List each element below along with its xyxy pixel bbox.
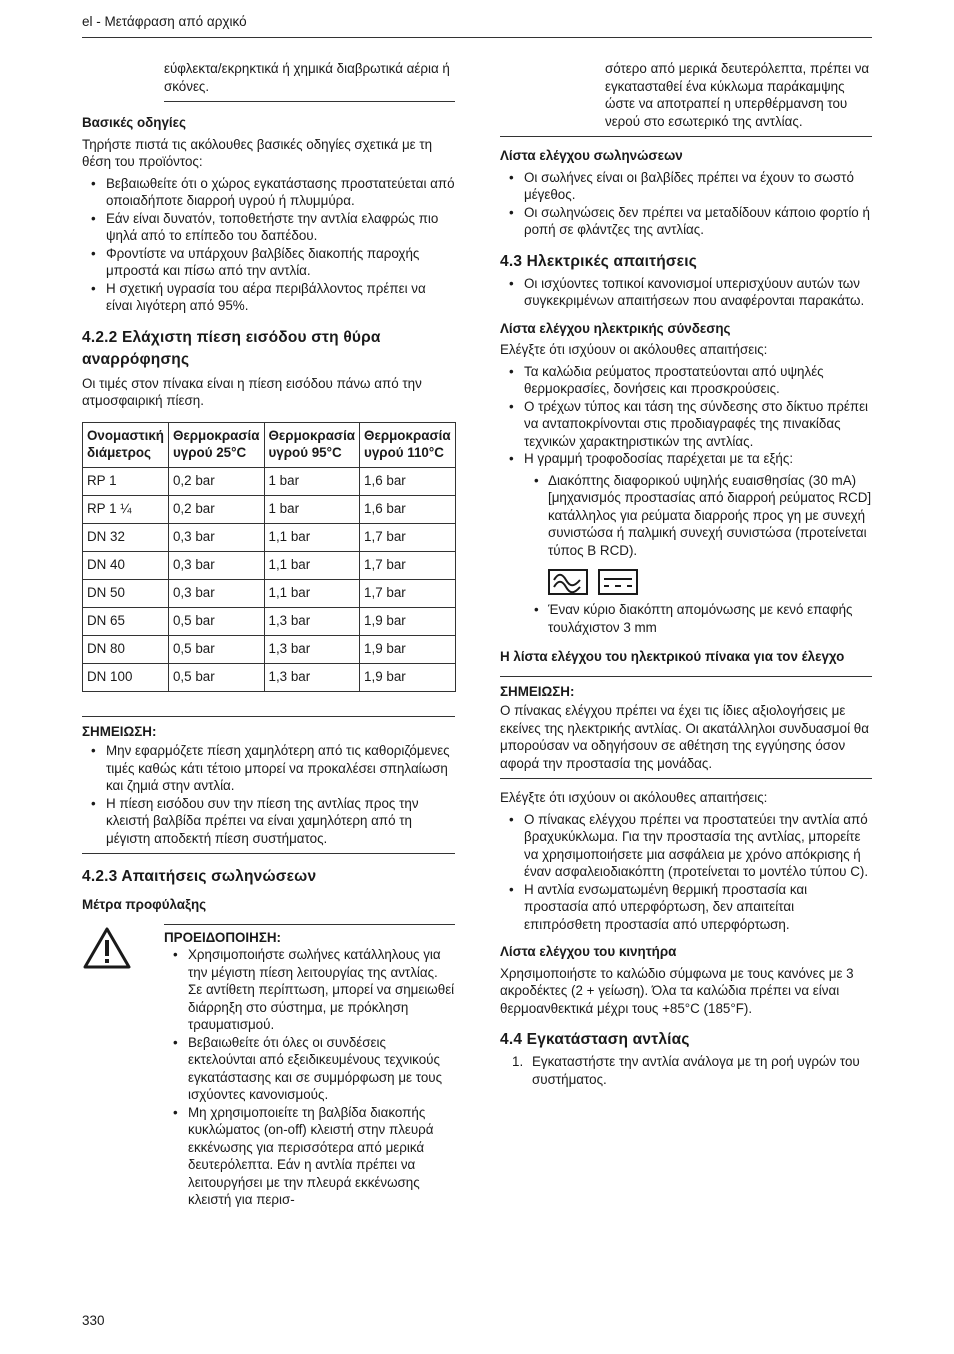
list-item: • Οι σωληνώσεις δεν πρέπει να μεταδίδουν κάποιο φορτίο ή ροπή σε φλάντζες της αντλίας. — [500, 204, 872, 239]
section-4-4-title: 4.4 Εγκατάσταση αντλίας — [500, 1031, 690, 1048]
step-number: 1. — [512, 1054, 524, 1069]
table-cell: 0,5 bar — [168, 663, 264, 691]
list-item: • Οι ισχύοντες τοπικοί κανονισμοί υπερισχύουν αυτών των συγκεκριμένων απαιτήσεων που αναφέρονται παρακάτω. — [500, 275, 872, 310]
supply-line-list — [500, 472, 872, 560]
table-cell: 1,7 bar — [360, 523, 456, 551]
install-steps — [500, 1053, 872, 1088]
electrical-checklist — [500, 363, 872, 468]
table-row — [83, 467, 456, 495]
header-text: el - Μετάφραση από αρχικό — [82, 14, 247, 29]
table-cell: DN 40 — [83, 551, 169, 579]
table-cell: 1,7 bar — [360, 551, 456, 579]
table-cell: 1,9 bar — [360, 663, 456, 691]
list-item: • Διακόπτης διαφορικού υψηλής ευαισθησίας (30 mA) [μηχανισμός προστασίας από διαρροή ρεύματος RCD] κατάλληλος για ρεύματα διαρροής προς γη με συνεχή συνιστώσα ή παλμική συνεχή συνιστώσα (προτείνεται τύπος B RCD). — [500, 472, 872, 560]
table-cell: 0,5 bar — [168, 607, 264, 635]
table-cell: 0,2 bar — [168, 495, 264, 523]
list-item: • Χρησιμοποιήστε σωλήνες κατάλληλους για την μέγιστη πίεση λειτουργίας της αντλίας. Σε αντίθετη περίπτωση, μπορεί να σημειωθεί διάρρηξη στο σύστημα, με πρόκληση τραυματισμού. — [164, 946, 455, 1034]
ac-current-symbol-icon — [548, 569, 588, 595]
table-cell: RP 1 — [83, 467, 169, 495]
table-cell: 1,7 bar — [360, 579, 456, 607]
table-cell: 1 bar — [264, 467, 360, 495]
list-item — [500, 1053, 872, 1088]
table-cell: 1,3 bar — [264, 663, 360, 691]
table-cell: 1,3 bar — [264, 607, 360, 635]
list-item: • Μην εφαρμόζετε πίεση χαμηλότερη από τις καθοριζόμενες τιμές καθώς κάτι τέτοιο μπορεί να προκαλέσει σπηλαίωση και ζημιά στην αντλία. — [82, 742, 455, 795]
table-cell: DN 65 — [83, 607, 169, 635]
note-title: ΣΗΜΕΙΩΣΗ: — [82, 723, 157, 739]
warning-triangle-icon — [82, 926, 132, 970]
list-item: • Ο πίνακας ελέγχου πρέπει να προστατεύει την αντλία από βραχυκύκλωμα. Για την προστασία της αντλίας, μπορείτε να χρησιμοποιήσετε μια ασφάλεια με χρόνο απόκρισης ή έναν ασφαλειοδιακόπτη (προτείνεται το μοντέλο τύπου C). — [500, 811, 872, 881]
rcd-symbols — [500, 569, 872, 599]
table-row — [83, 635, 456, 663]
table-cell: 0,5 bar — [168, 635, 264, 663]
table-cell: 1,1 bar — [264, 579, 360, 607]
list-item: • Η σχετική υγρασία του αέρα περιβάλλοντος πρέπει να είναι λιγότερη από 95%. — [82, 280, 455, 315]
panel-checklist — [500, 811, 872, 934]
divider — [82, 853, 455, 854]
left-column — [82, 60, 455, 1209]
motor-checklist-title: Λίστα ελέγχου του κινητήρα — [500, 944, 677, 959]
list-item: • Η πίεση εισόδου συν την πίεση της αντλίας προς την κλειστή βαλβίδα πρέπει να είναι χαμηλότερη από τη μέγιστη αποδεκτή πίεση συστήματος. — [82, 795, 455, 848]
section-4-2-3-title: 4.2.3 Απαιτήσεις σωληνώσεων — [82, 868, 317, 885]
list-item: • Φροντίστε να υπάρχουν βαλβίδες διακοπής παροχής μπροστά και πίσω από την αντλία. — [82, 245, 455, 280]
note-text: Ο πίνακας ελέγχου πρέπει να έχει τις ίδιες αξιολογήσεις με εκείνες της ηλεκτρικής αντλίας. Οι ακατάλληλοι συνδυασμοί θα μπορούσαν να οδηγήσουν σε αθέτηση της εγγύησης όσον αφορά την προστασία της μονάδας. — [500, 703, 869, 771]
list-item: • Μη χρησιμοποιείτε τη βαλβίδα διακοπής κυκλώματος (on-off) κλειστή στην πλευρά εκκένωσης για περισσότερα από μερικά δευτερόλεπτα. Εάν η αντλία πρέπει να λειτουργήσει με την πλευρά εκκένωσης κλειστή για περισ- — [164, 1104, 455, 1209]
table-cell: 1,6 bar — [360, 495, 456, 523]
step-text: Εγκαταστήστε την αντλία ανάλογα με τη ροή υγρών του συστήματος. — [532, 1054, 860, 1087]
list-item: • Οι σωλήνες είναι οι βαλβίδες πρέπει να έχουν το σωστό μέγεθος. — [500, 169, 872, 204]
table-cell: 0,3 bar — [168, 523, 264, 551]
table-header-cell: Θερμοκρασία υγρού 110°C — [360, 422, 456, 467]
table-header-row — [83, 422, 456, 467]
table-cell: 1,3 bar — [264, 635, 360, 663]
basic-guidelines-title: Βασικές οδηγίες — [82, 115, 186, 130]
page-number: 330 — [82, 1313, 105, 1328]
basic-guidelines-list — [82, 175, 455, 315]
table-cell: 1,9 bar — [360, 635, 456, 663]
right-column — [500, 60, 872, 1088]
table-cell: DN 50 — [83, 579, 169, 607]
table-cell: DN 32 — [83, 523, 169, 551]
section-4-2-2-title: 4.2.2 Ελάχιστη πίεση εισόδου στη θύρα αναρρόφησης — [82, 328, 381, 368]
pipe-checklist-title: Λίστα ελέγχου σωληνώσεων — [500, 148, 683, 163]
section-4-3-list — [500, 275, 872, 310]
electrical-checklist-intro: Ελέγξτε ότι ισχύουν οι ακόλουθες απαιτήσεις: — [500, 342, 768, 357]
list-item: • Η αντλία ενσωματωμένη θερμική προστασία και προστασία από υπερφόρτωση, δεν απαιτείται επιπρόσθετη προστασία από υπερφόρτωση. — [500, 881, 872, 934]
warning-box — [82, 924, 455, 1209]
note-list — [82, 742, 455, 847]
table-cell: 1 bar — [264, 495, 360, 523]
continued-text: εύφλεκτα/εκρηκτικά ή χημικά διαβρωτικά αέρια ή σκόνες. — [164, 61, 450, 94]
basic-guidelines-intro: Τηρήστε πιστά τις ακόλουθες βασικές οδηγίες σχετικά με τη θέση του προϊόντος: — [82, 136, 433, 169]
table-cell: 1,1 bar — [264, 523, 360, 551]
divider — [500, 778, 872, 779]
table-header-cell: Θερμοκρασία υγρού 95°C — [264, 422, 360, 467]
table-row — [83, 495, 456, 523]
table-cell: 1,9 bar — [360, 607, 456, 635]
table-row — [83, 607, 456, 635]
divider — [82, 716, 455, 717]
divider — [500, 136, 872, 137]
pipe-checklist — [500, 169, 872, 239]
note-title: ΣΗΜΕΙΩΣΗ: — [500, 683, 575, 699]
dc-current-symbol-icon — [598, 569, 638, 595]
table-cell: 0,3 bar — [168, 551, 264, 579]
list-item: • Τα καλώδια ρεύματος προστατεύονται από υψηλές θερμοκρασίες, δονήσεις και προσκρούσεις. — [500, 363, 872, 398]
panel-checklist-title: Η λίστα ελέγχου του ηλεκτρικού πίνακα για τον έλεγχο — [500, 649, 845, 664]
precautions-title: Μέτρα προφύλαξης — [82, 897, 207, 912]
table-row — [83, 523, 456, 551]
table-cell: 1,6 bar — [360, 467, 456, 495]
page-header — [82, 14, 872, 38]
divider — [164, 924, 455, 925]
section-4-2-2-text: Οι τιμές στον πίνακα είναι η πίεση εισόδου πάνω από την ατμοσφαιρική πίεση. — [82, 375, 422, 408]
electrical-checklist-title: Λίστα ελέγχου ηλεκτρικής σύνδεσης — [500, 320, 731, 336]
table-cell: 1,1 bar — [264, 551, 360, 579]
continued-text: σότερο από μερικά δευτερόλεπτα, πρέπει να εγκατασταθεί ένα κύκλωμα παράκαμψης ώστε να αποτραπεί η υπερθέρμανση του νερού στο εσωτερικό της αντλίας. — [605, 61, 870, 129]
panel-intro: Ελέγξτε ότι ισχύουν οι ακόλουθες απαιτήσεις: — [500, 790, 768, 805]
divider — [500, 676, 872, 677]
warning-title: ΠΡΟΕΙΔΟΠΟΙΗΣΗ: — [164, 929, 281, 945]
table-cell: 0,2 bar — [168, 467, 264, 495]
supply-line-list-cont — [500, 601, 872, 636]
list-item: • Βεβαιωθείτε ότι ο χώρος εγκατάστασης προστατεύεται από οποιαδήποτε διαρροή υγρού ή πλυμμύρα. — [82, 175, 455, 210]
section-4-3-title: 4.3 Ηλεκτρικές απαιτήσεις — [500, 252, 697, 270]
list-item: • Έναν κύριο διακόπτη απομόνωσης με κενό επαφής τουλάχιστον 3 mm — [500, 601, 872, 636]
table-header-cell: Ονομαστική διάμετρος — [83, 422, 169, 467]
warning-list — [164, 946, 455, 1209]
table-cell: 0,3 bar — [168, 579, 264, 607]
warning-body — [164, 924, 455, 1209]
list-item: • Εάν είναι δυνατόν, τοποθετήστε την αντλία ελαφρώς πιο ψηλά από το επίπεδο του δαπέδου. — [82, 210, 455, 245]
motor-text: Χρησιμοποιήστε το καλώδιο σύμφωνα με τους κανόνες με 3 ακροδέκτες (2 + γείωση). Όλα τα καλώδια πρέπει να είναι θερμοανθεκτικά μέχρι τους +85°C (185°F). — [500, 965, 854, 1016]
table-header-cell: Θερμοκρασία υγρού 25°C — [168, 422, 264, 467]
inlet-pressure-table — [82, 422, 456, 692]
divider — [164, 101, 455, 102]
table-row — [83, 551, 456, 579]
table-row — [83, 579, 456, 607]
table-cell: DN 100 — [83, 663, 169, 691]
table-cell: DN 80 — [83, 635, 169, 663]
table-cell: RP 1 ¼ — [83, 495, 169, 523]
table-row — [83, 663, 456, 691]
list-item: • Βεβαιωθείτε ότι όλες οι συνδέσεις εκτελούνται από εξειδικευμένους τεχνικούς εγκατάστασης και σε συμμόρφωση με τους ισχύοντες κανονισμούς. — [164, 1034, 455, 1104]
list-item: • Ο τρέχων τύπος και τάση της σύνδεσης στο δίκτυο πρέπει να ανταποκρίνονται στις προδιαγραφές της πινακίδας τεχνικών χαρακτηριστικών της αντλίας. — [500, 398, 872, 451]
list-item: • Η γραμμή τροφοδοσίας παρέχεται με τα εξής: — [500, 450, 872, 468]
